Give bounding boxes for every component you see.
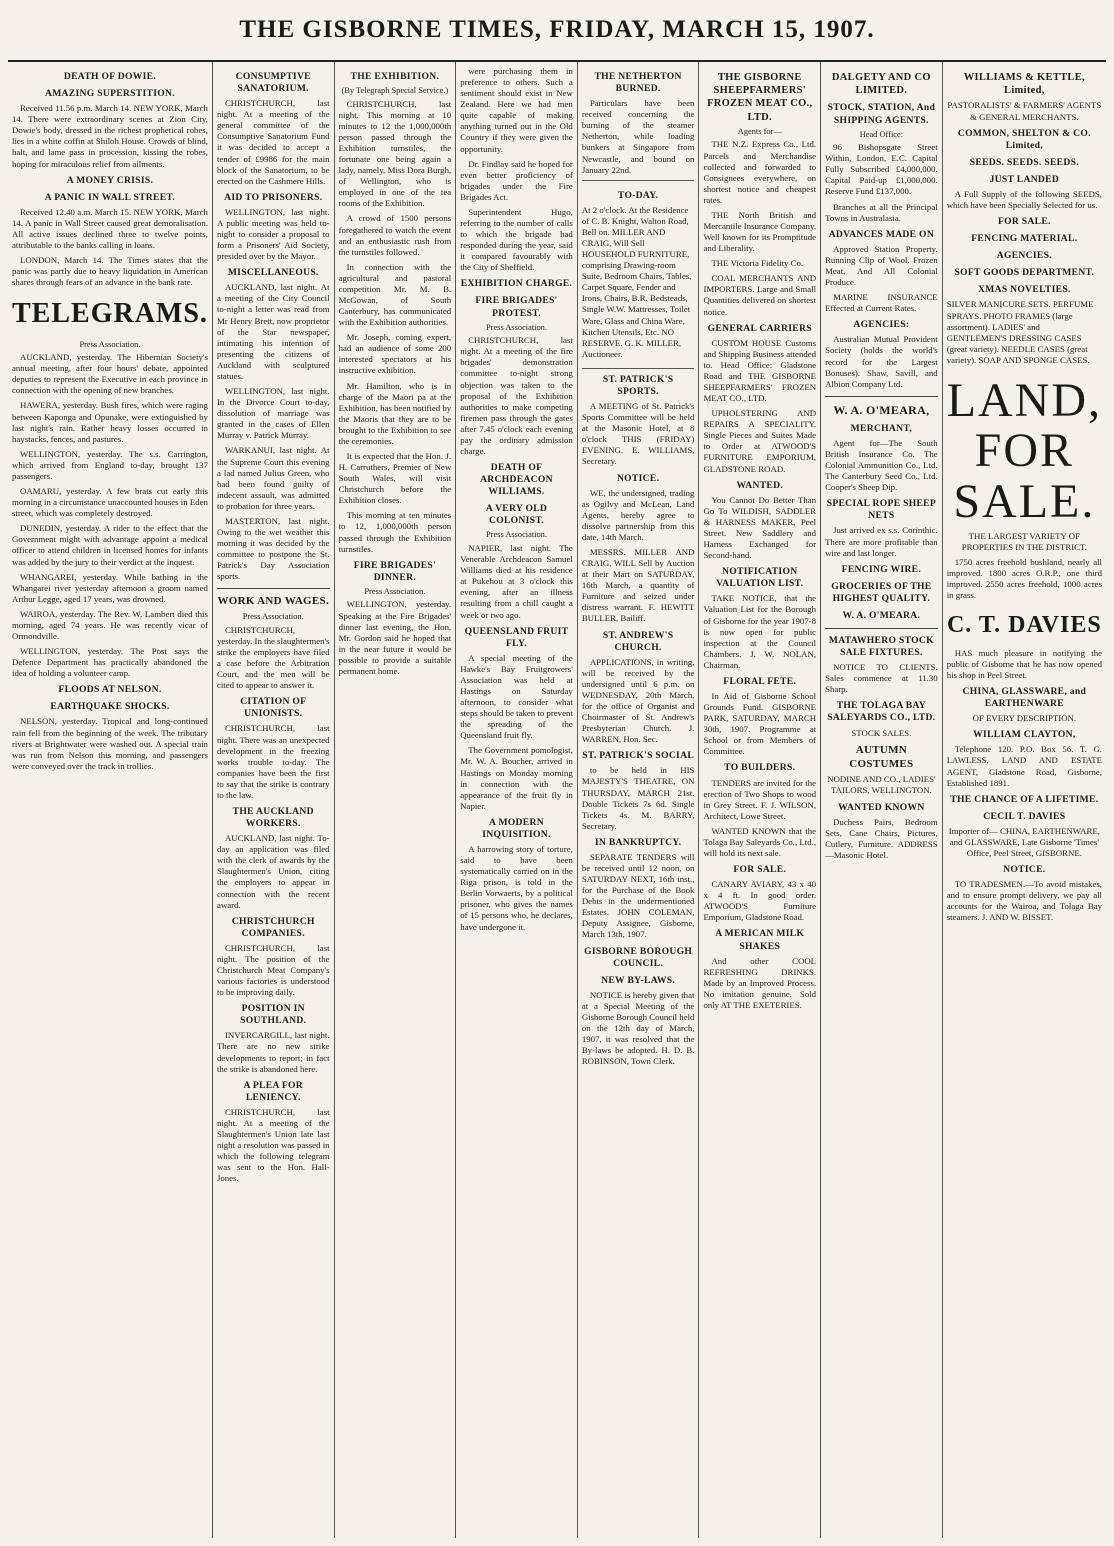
ad-heading: ST. PATRICK'S SOCIAL [582,750,695,762]
byline: (By Telegraph Special Service.) [341,86,449,96]
ad-heading: FOR SALE. [733,864,787,876]
ad-text: CUSTOM HOUSE Customs and Shipping Business attended to. Head Office: Gladstone Road and THE GISBORNE SHEEPFARMERS' FROZEN MEAT CO., LTD. [703,337,817,404]
ad-heading: ST. ANDREW'S CHURCH. [602,629,674,653]
ad-subheading: STOCK, STATION, And SHIPPING AGENTS. [827,102,936,126]
ad-heading: FENCING MATERIAL. [971,233,1078,245]
ad-text: TENDERS are invited for the erection of Two Shops to wood in Grey Street. F. J. WILSON, Architect, Lowe Street. [703,777,817,821]
article-paragraph: CHRISTCHURCH, last night. At a meeting of the Slaughtermen's Union late last night a resolution was passed in which the following telegram was sent to the Hon. Hall-Jones. [216,1106,330,1184]
headline: DEATH OF ARCHDEACON WILLIAMS. [480,462,553,498]
headline: AID TO PRISONERS. [224,191,323,203]
ad-heading: ADVANCES MADE ON [828,228,935,240]
ad-text: Approved Station Property. Running Clip of Wool. Frozen Meat, And All Colonial Produce. [825,243,938,288]
ad-heading: THE GISBORNE SHEEPFARMERS' FROZEN MEAT CO., LTD. [707,72,813,123]
headline: DEATH OF DOWIE. [63,71,157,82]
article-paragraph: A special meeting of the Hawke's Bay Fruitgrowers' Association was held at Hastings on Saturday afternoon, to consider what steps should be taken to prevent the spreading of the Queensland fruit fly. [460,652,573,741]
headline: CHRISTCHURCH COMPANIES. [231,915,315,939]
ad-heading: CECIL T. DAVIES [983,810,1066,822]
ad-text: THE North British and Mercantile Insurance Company. Well known for its Promptitude and Liberality. [703,209,817,254]
article-paragraph: Mr. Hamilton, who is in charge of the Maori pa at the Exhibition, has been notified by the Maoris that they are to be brought to the Exhibition to see the ceremonies. [338,380,452,446]
byline: Press Association. [364,586,426,596]
byline: Press Association. [242,612,304,622]
article-paragraph: Particulars have been received concerning the burning of the steamer Netherton, while loading bunkers at Singapore from Newcastle, and bound on January 22nd. [581,98,695,175]
ad-text: OF EVERY DESCRIPTION. [972,713,1077,724]
ad-text: TO TRADESMEN.—To avoid mistakes, and to ensure prompt delivery, we pay all accounts for the Wairoa, and Tolaga Bay steamers. J. AND W. BISSET. [946,879,1102,923]
article-paragraph: Mr. Joseph, coming expert, had an audience of some 200 interested spectators at his instructive exhibition. [338,332,452,376]
headline: POSITION IN SOUTHLAND. [240,1003,307,1027]
ad-heading: THE TOLAGA BAY SALEYARDS CO., LTD. [827,700,936,724]
ad-subheading: NEW BY-LAWS. [601,974,676,986]
ad-subheading: JUST LANDED [989,173,1060,185]
headline: MISCELLANEOUS. [227,267,319,279]
subheadline: A PANIC IN WALL STREET. [44,191,176,203]
ad-text: to be held in HIS MAJESTY'S THEATRE, ON THURSDAY, MARCH 21st. Double Tickets 7s 6d. Single Tickets 4s. M. BARRY, Secretary. [581,765,695,831]
article-paragraph: This morning at ten minutes to 12, 1,000,000th person passed through the Exhibition turnstiles. [338,510,452,554]
headline: THE AUCKLAND WORKERS. [232,805,314,830]
headline: A MONEY CRISIS. [66,174,154,186]
byline: Press Association. [486,530,547,540]
headline: QUEENSLAND FRUIT FLY. [464,625,569,649]
article-paragraph: NELSON, yesterday. Tropical and long-continued rain fell from the beginning of the week. The tributary rivers at Brightwater were washed out. A special train was run from Nelson this morning, and passengers were conveyed over the track in trollies. [12,716,208,771]
ad-heading: XMAS NOVELTIES. [978,284,1071,296]
masthead [8,0,1106,62]
ad-text: Agent for—The South British Insurance Co. The Colonial Ammunition Co., Ltd. The Canterbury Seed Co., Ltd. Cooper's Sheep Dip. [825,437,938,493]
article-paragraph: Superintendent Hugo, referring to the number of calls to which the brigade had responded during the year, said it compared favourably with the City of Sheffield. [460,206,573,273]
article-paragraph: CHRISTCHURCH, last night. At a meeting of the fire brigades' demonstration committee to-night strong objection was taken to the proposal of the Exhibition authorities to make competing firemen pass through the gates after 7.45 o'clock each evening pay the ordinary admission charge. [460,335,573,456]
ad-heading: SPECIAL ROPE SHEEP NETS [826,498,937,522]
ad-text: You Cannot Do Better Than Go To WILDISH, SADDLER & HARNESS MAKER, Peel Street. New Saddlery and Harness Exchanged for Second-hand. [703,494,817,561]
article-paragraph: WELLINGTON, yesterday. Speaking at the Fire Brigades' dinner last evening, the Hon. Mr. Gordon said he hoped that in the near future it would be possible to provide a suitable permanent home. [338,599,452,676]
article-paragraph: Received 11.56 p.m. March 14. NEW YORK, March 14. There were extraordinary scenes at Zion City, Dowie's body, dressed in the richest prophetical robes, lies in a white coffin at Shiloh House. Crowds of blind, halt, and lame pass in procession, kissing the robes, hoping for miraculous relief from ailments. [12,103,208,169]
ad-heading: AGENCIES. [996,250,1052,262]
ad-text: PASTORALISTS' & FARMERS' AGENTS & GENERAL MERCHANTS. [947,100,1102,122]
ad-heading: AUTUMN COSTUMES [849,743,914,770]
column-5 [578,62,700,1538]
divider [825,396,938,397]
ad-text: MESSRS. MILLER AND CRAIG, WILL Sell by Auction at their Mart on SATURDAY, 16th March, a quantity of Furniture and seized under distress warrant. F. HEWITT BULLER, Bailiff. [581,546,695,624]
article-paragraph: WELLINGTON, yesterday. The s.s. Carrington, which arrived from England to-day, brought 137 passengers. [12,448,208,481]
ad-heading: W. A. O'MEARA, [833,402,930,417]
advertisement [582,180,695,369]
divider [825,628,938,629]
ad-text: UPHOLSTERING AND REPAIRS A SPECIALITY. Single Pieces and Suites Made to Order at ATWOOD'S FURNITURE EMPORIUM, GLADSTONE ROAD. [703,408,817,474]
article-paragraph: WARKANUI, last night. At the Supreme Court this evening a lad named Julius Green, who had been found guilty of indecent assault, was admitted to probation for three years. [216,445,330,511]
ad-text: HAS much pleasure in notifying the public of Gisborne that he has now opened his shop in Peel Street. [946,647,1102,680]
article-paragraph: CHRISTCHURCH, last night. There was an unexpected development in the freezing works trouble to-day. The companies have been the first to say that the strike is contrary to the law. [216,723,330,800]
article-paragraph: HAWERA, yesterday. Bush fires, which were raging between Kaponga and Opunake, were extinguished by last night's rain. Rather heavy losses occurred in haystacks, fences, and pastures. [12,400,208,444]
ad-text: COAL MERCHANTS AND IMPORTERS. Large and Small Quantities delivered on shortest notice. [703,273,817,317]
ad-heading: ST. PATRICK'S SPORTS. [602,373,674,397]
ad-text: 1750 acres freehold bushland, nearly all improved. 1800 acres O.R.P., one third improved. 2550 acres freehold, 1000 acres in grass. [946,557,1102,601]
ad-text: NOTICE is hereby given that at a Special Meeting of the Gisborne Borough Council held on the 12th day of March, 1907, it was resolved that the By-laws be adopted. H. D. B. ROBINSON, Town Clerk. [581,989,695,1067]
ad-text: 96 Bishopsgate Street Within, London, E.C. Capital Fully Subscribed £4,000,000. Capital Paid-up £1,000,000. Reserve Fund £137,000. [825,142,938,197]
ad-heading: WANTED KNOWN [838,801,925,813]
ad-heading: WILLIAMS & KETTLE, Limited, [963,72,1085,97]
ad-label: Head Office: [859,129,904,139]
column-2 [213,62,335,1538]
ad-text: A Full Supply of the following SEEDS, which have been Specially Selected for us. [946,188,1102,210]
headline: CITATION OF UNIONISTS. [240,696,307,720]
ad-heading: COMMON, SHELTON & CO. Limited, [957,127,1091,151]
article-paragraph: Dr. Findlay said he hoped for even better proficiency of brigades under the Fire Brigades Act. [460,158,573,202]
ad-subheading: MERCHANT, [850,422,913,434]
headline: EXHIBITION CHARGE. [460,278,573,290]
headline: FLOODS AT NELSON. [58,684,162,696]
ad-text: WANTED KNOWN that the Tolaga Bay Saleyards Co., Ltd., will hold its next sale. [703,825,817,858]
article-paragraph: were purchasing them in preference to others. Such a sentiment should exist in New Zealand. Here we had men quite capable of making anything turned out in the Old Country if they were given the opportunity. [460,66,573,154]
article-paragraph: MASTERTON, last night. Owing to the wet weather this morning it was decided by the committee to postpone the St. Patrick's Day Association sports. [216,515,330,582]
headline: A PLEA FOR LENIENCY. [243,1079,303,1103]
ad-heading: WILLIAM CLAYTON, [973,729,1076,741]
ad-heading: SOFT GOODS DEPARTMENT. [954,267,1095,279]
ad-heading: FOR SALE. [997,216,1051,228]
ad-heading: A MERICAN MILK SHAKES [715,928,805,952]
ad-heading: CHINA, GLASSWARE, and EARTHENWARE [962,686,1087,710]
subheadline: A VERY OLD COLONIST. [485,503,548,527]
article-paragraph: The Government pomologist, Mr. W. A. Boucher, arrived in Hastings on Monday morning in connection with the appearance of the fruit fly in Napier. [460,745,573,811]
ad-text: STOCK SALES. [851,727,912,738]
headline: A MODERN INQUISITION. [482,816,551,840]
ad-heading: AGENCIES: [853,319,910,331]
headline: THE EXHIBITION. [350,71,440,82]
columns [8,62,1106,1538]
newspaper-title: THE GISBORNE TIMES, FRIDAY, MARCH 15, 1907. [239,16,875,43]
article-paragraph: AUCKLAND, last night. At a meeting of the City Council to-night a letter was read from Mr Henry Brett, now proprietor of the Star newspaper, intimating his intention of presenting the citizens of Auckland with sculptured statues. [216,282,330,381]
article-paragraph: WELLINGTON, last night. A public meeting was held to-night to consider a proposal to form a Prisoners' Aid Society, presided over by the Mayor. [216,206,330,262]
ad-text: SEPARATE TENDERS will be received until 12 noon, on SATURDAY NEXT, 16th inst., for the Purchase of the Book Debts in the undermentioned Estates. JOHN COLEMAN, Deputy Assignee, Gisborne, March 13th, 1907. [581,851,695,940]
headline: FIRE BRIGADES' DINNER. [353,559,437,583]
ad-text: Telephone 120. P.O. Box 56. T. G. LAWLESS, LAND AND ESTATE AGENT, Gladstone Road, Gisborne, Established 1891. [946,744,1102,788]
ad-heading: GROCERIES OF THE HIGHEST QUALITY. [831,580,932,604]
ad-text: And other COOL REFRESHING DRINKS. Made by an Improved Process. No imitation genuine. Sold only AT THE EXETERIES. [703,955,817,1010]
ad-text: A MEETING of St. Patrick's Sports Committee will be held at the Masonic Hotel, at 8 o'clock THIS (FRIDAY) EVENING. E. WILLIAMS, Secretary. [581,401,695,467]
article-paragraph: WHANGAREI, yesterday. While bathing in the Whangarei river yesterday afternoon a groom named Arthur Legge, aged 17 years, was drowned. [12,571,208,604]
ad-text: THE Victoria Fidelity Co. [711,258,804,269]
ad-text: WE, the undersigned, trading as Ogilvy and McLean, Land Agents, hereby agree to dissolve partnership from this date, 14th March. [581,487,695,542]
ad-heading: MATAWHERO STOCK SALE FIXTURES. [828,635,934,659]
ad-heading: GENERAL CARRIERS [707,322,812,334]
article-paragraph: A harrowing story of torture, said to have been systematically carried on in the Riga prison, is told in the Berlin Vorwaerts, by a political prisoner, who gives the names of 15 persons who, he declares, have undergone it. [460,844,573,932]
column-8 [943,62,1106,1538]
ad-text: Importer of— CHINA, EARTHENWARE, and GLASSWARE, Late Gisborne 'Times' Office, Peel Street, GISBORNE. [948,825,1100,858]
ad-heading: C. T. DAVIES [946,611,1102,638]
ad-subheading: SEEDS. SEEDS. SEEDS. [969,156,1079,168]
land-for-sale-heading: LAND, FOR SALE. [946,373,1102,528]
ad-heading: W. A. O'MEARA. [842,609,921,621]
ad-heading: FLORAL FETE. [723,675,797,687]
ad-text: Branches at all the Principal Towns in Australasia. [825,201,938,223]
article-paragraph: WAIROA, yesterday. The Rev. W. Lambert died this morning, aged 74 years. He was recently vicar of Ormondville. [12,608,208,641]
headline: THE NETHERTON BURNED. [594,71,682,95]
article-paragraph: OAMARU, yesterday. A few brats cut early this morning in a circumstance unaccounted houses in Eden street, which was completely destroyed. [12,486,208,519]
byline: Press Association. [79,339,141,349]
subheadline: EARTHQUAKE SHOCKS. [50,701,170,713]
article-paragraph: NAPIER, last night. The Venerable Archdeacon Samuel Williams died at his residence at Pukehou at 3 o'clock this evening, after an illness resulting from a chill caught a week or two ago. [460,543,573,620]
ad-text: APPLICATIONS, in writing, will be received by the undersigned until 6 p.m. on WEDNESDAY, 20th March, for the office of Organist and Choirmaster of St. Andrew's Presbyterian Church. J. WARREN, Hon. Sec. [581,656,695,745]
article-paragraph: CHRISTCHURCH, last night. This morning at 10 minutes to 12 the 1,000,000th person passed through the Exhibition turnstiles, the fortunate one being again a lady, namely, Miss Dora Burgh, of Wellington, who is employed in one of the tea rooms of the Exhibition. [338,98,452,209]
divider [217,588,330,589]
section-heading-telegrams: TELEGRAMS. [12,298,208,330]
article-paragraph: CHRISTCHURCH, yesterday. In the slaughtermen's strike the employers have filed a case before the Arbitration Court, and the men will be cited to appear to answer it. [216,624,330,691]
ad-text: Australian Mutual Provident Society (holds the world's record for the Largest Bonuses). Shaw, Savill, and Albion Company Ltd. [825,334,938,389]
ad-text: THE N.Z. Express Co., Ltd. Parcels and Merchandise collected and forwarded to Consignees everywhere, on shortest notice and cheapest rates. [703,139,817,205]
ad-heading: FENCING WIRE. [841,563,922,575]
ad-text: THE LARGEST VARIETY OF PROPERTIES IN THE DISTRICT. [961,531,1087,553]
article-paragraph: AUCKLAND, yesterday. The Hibernian Society's annual meeting, after four hours' debate, appointed deputies to represent the Executive in each province in connection with the opening of new branches. [12,352,208,396]
article-paragraph: WELLINGTON, last night. In the Divorce Court to-day, dissolution of marriage was granted in the cases of Ellen Murray v. Patrick Murray. [216,386,330,441]
ad-heading: IN BANKRUPTCY. [594,836,682,848]
column-3 [335,62,457,1538]
ad-text: Duchess Pairs, Bedroom Sets, Cane Chairs, Pictures, Cutlery, Furniture. ADDRESS—Masonic Hotel. [825,816,938,860]
byline: Press Association. [486,322,547,332]
article-paragraph: DUNEDIN, yesterday. A rider to the effect that the Government might with advantage appoint a medical officer to attend children in licensed homes for infants was added by the jury to their verdict at the inquest. [12,523,208,567]
ad-heading: TO BUILDERS. [724,762,796,774]
article-paragraph: CHRISTCHURCH, last night. The position of the Christchurch Meat Company's various factories is understood to be improving daily. [216,942,330,998]
article-paragraph: A crowd of 1500 persons foregathered to watch the event and an enthusiastic rush from the turnstiles followed. [338,213,452,257]
ad-text: NODINE AND CO., LADIES' TAILORS, WELLINGTON. [827,774,936,796]
article-paragraph: AUCKLAND, last night. To-day an application was filed with the clerk of awards by the Slaughtermen's Union, citing the employers to appear in connection with the recent award. [216,833,330,910]
ad-text: In Aid of Gisborne School Grounds Fund. GISBORNE PARK, SATURDAY, MARCH 30th, 1907. Programme at School or from Members of Committee. [703,690,817,757]
subheadline: AMAZING SUPERSTITION. [44,88,175,100]
ad-text: At 2 o'clock. At the Residence of C. B. Knight, Walton Road, Bell on. MILLER AND CRAIG, Will Sell HOUSEHOLD FURNITURE, comprising Drawing-room Suite, Bedroom Chairs, Tables, Carpet Square, Fender and Irons, Chairs, B.R. Bedsteads, Single W.W. Mattresses, Toilet Ware, Glass and China Ware, Kitchen Utensils, Etc. NO RESERVE. G. K. MILLER, Auctioneer. [581,204,692,359]
ad-heading: WANTED. [736,479,784,491]
ad-heading: DALGETY AND CO LIMITED. [831,72,931,97]
ad-text: Just arrived ex s.s. Corinthic. There are more profitable than wire and last longer. [825,525,938,558]
ad-heading: NOTIFICATION VALUATION LIST. [716,566,804,590]
subheadline: FIRE BRIGADES' PROTEST. [475,295,558,319]
ad-heading: NOTICE. [1003,864,1046,876]
headline: CONSUMPTIVE SANATORIUM. [235,71,311,95]
headline: WORK AND WAGES. [217,595,330,608]
article-paragraph: CHRISTCHURCH, last night. At a meeting of the general committee of the Consumptive Sanatorium Fund it was decided to accept a tender of £9986 for the main block of the Sanatorium, to be erected on the Cashmere Hills. [216,98,330,186]
ad-heading: GISBORNE BOROUGH COUNCIL. [584,945,693,969]
ad-heading: TO-DAY. [617,189,659,201]
article-paragraph: It is expected that the Hon. J. H. Carruthers, Premier of New South Wales, will visit Christchurch before the Exhibition closes. [338,451,452,506]
ad-text: NOTICE TO CLIENTS. Sales commence at 11.30 Sharp. [825,662,938,695]
article-paragraph: INVERCARGILL, last night. There are no new strike developments to report; in fact the strike is abandoned here. [216,1030,330,1074]
ad-text: TAKE NOTICE, that the Valuation List for the Borough of Gisborne for the year 1907-8 is now open for public inspection at the Council Chambers. J. W. NOLAN, Chairman. [703,593,817,670]
ad-heading: NOTICE. [616,472,660,484]
article-paragraph: LONDON, March 14. The Times states that the panic was partly due to heavy liquidation in American shares through fears of an advance in the bank rate. [12,255,208,288]
article-paragraph: In connection with the agricultural and pastoral competition Mr. M. B. McGowan, of South Canterbury, has communicated with the Exhibition authorities. [338,261,452,328]
column-7 [821,62,943,1538]
article-paragraph: Received 12.40 a.m. March 15. NEW YORK, March 14. A panic in Wall Street caused great demoralisation. All active issues declined three to twelve points, attributable to the banks calling in loans. [12,206,208,251]
column-1 [8,62,213,1538]
ad-subheading: Agents for— [737,126,782,136]
ad-text: CANARY AVIARY, 43 x 40 x 4 ft. In good order. ATWOOD'S Furniture Emporium, Gladstone Road. [703,879,817,923]
ad-heading: THE CHANCE OF A LIFETIME. [950,793,1099,805]
ad-text: MARINE INSURANCE Effected at Current Rates. [825,292,938,314]
article-paragraph: WELLINGTON, yesterday. The Post says the Defence Department has practically abandoned the idea of holding a volunteer camp. [12,646,208,679]
column-4 [456,62,578,1538]
column-6 [699,62,821,1538]
ad-text: SILVER MANICURE SETS. PERFUME SPRAYS. PHOTO FRAMES (large assortment). LADIES' and GENTLEMEN'S DRESSING CASES (great variety). NEEDLE CASES (great variety). SOAP AND SPONGE CASES. [946,299,1094,365]
